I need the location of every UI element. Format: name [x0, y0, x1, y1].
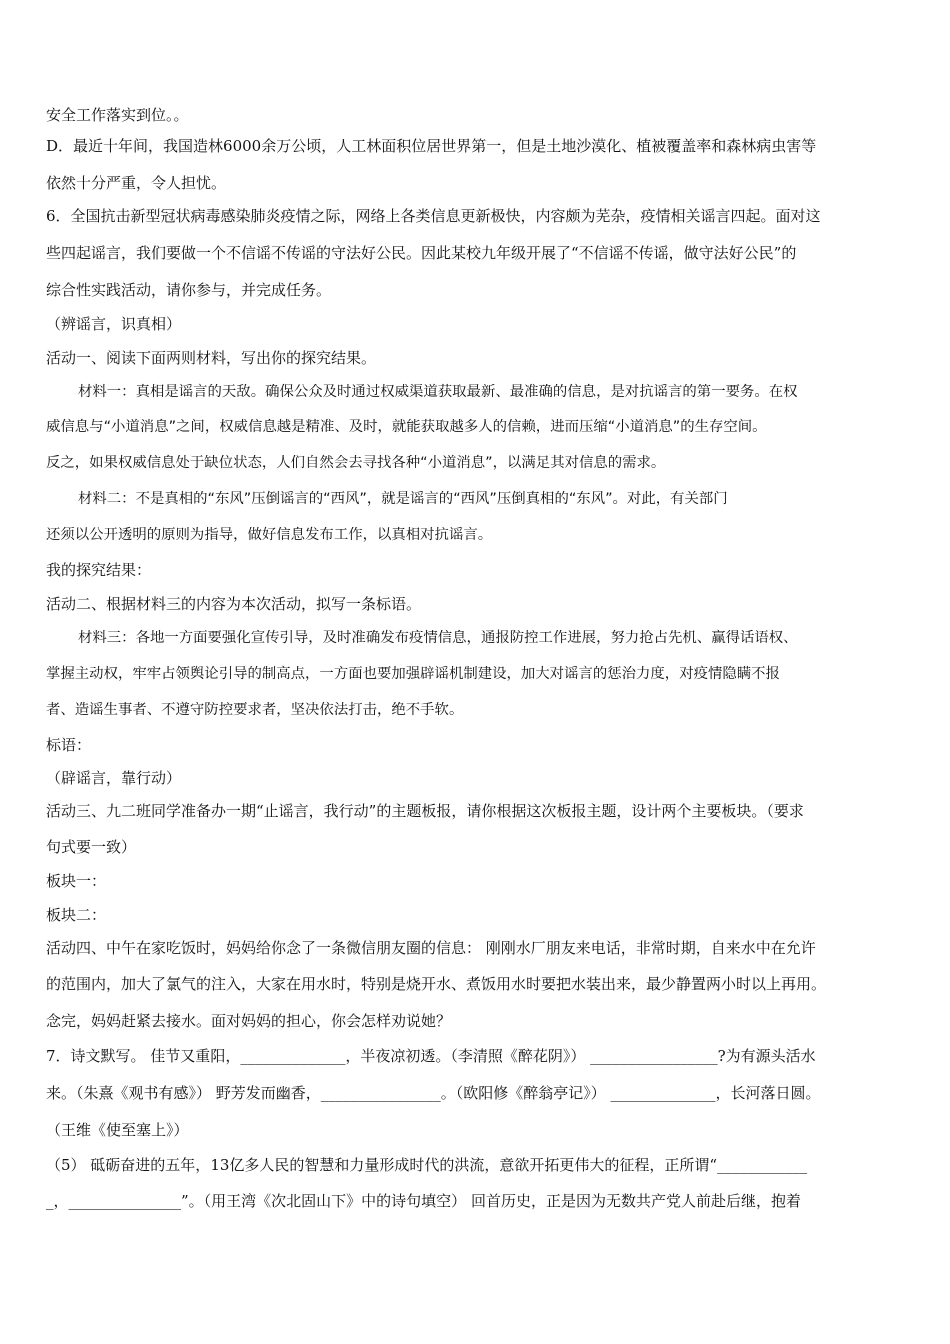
text-line: 依然十分严重，令人担忧。 — [46, 174, 227, 192]
activity-heading: 活动一、阅读下面两则材料，写出你的探究结果。 — [46, 349, 377, 367]
answer-label: 我的探究结果： — [46, 561, 152, 579]
activity-heading: 活动四、中午在家吃饭时，妈妈给你念了一条微信朋友圈的信息： 刚刚水厂朋友来电话，非常时期，自来水中在允许 — [46, 939, 816, 957]
section-heading: （辨谣言，识真相） — [46, 315, 182, 333]
answer-label: 标语： — [46, 736, 92, 754]
section-heading: （辟谣言，靠行动） — [46, 769, 182, 787]
text-line: 安全工作落实到位。。 — [46, 106, 189, 124]
material-text: 反之，如果权威信息处于缺位状态，人们自然会去寻找各种“小道消息”，以满足其对信息的需求。 — [46, 455, 666, 471]
activity-heading: 活动三、九二班同学准备办一期“止谣言，我行动”的主题板报，请你根据这次板报主题，设计两个主要板块。（要求 — [46, 802, 804, 820]
answer-label: 板块一： — [46, 872, 107, 890]
question-7-line: 7．诗文默写。 佳节又重阳，______________，半夜凉初透。（李清照《醉花阴》） _________________?为有源头活水 — [46, 1047, 816, 1065]
text-line: 些四起谣言，我们要做一个不信谣不传谣的守法好公民。因此某校九年级开展了“不信谣不传谣，做守法好公民”的 — [46, 244, 797, 262]
material-text: 还须以公开透明的原则为指导，做好信息发布工作，以真相对抗谣言。 — [46, 527, 493, 543]
material-text: 威信息与“小道消息”之间，权威信息越是精准、及时，就能获取越多人的信赖，进而压缩“小道消息”的生存空间。 — [46, 419, 767, 435]
text-line: 综合性实践活动，请你参与，并完成任务。 — [46, 281, 332, 299]
text-line: 的范围内，加大了氯气的注入，大家在用水时，特别是烧开水、煮饭用水时要把水装出来，最少静置两小时以上再用。 — [46, 975, 827, 993]
text-line: 句式要一致） — [46, 838, 137, 856]
text-line: （王维《使至塞上》） — [46, 1121, 189, 1139]
material-text: 材料一：真相是谣言的天敌。确保公众及时通过权威渠道获取最新、最准确的信息，是对抗谣言的第一要务。在权 — [78, 384, 798, 400]
text-line: _，_______________”。（用王湾《次北固山下》中的诗句填空） 回首历史，正是因为无数共产党人前赴后继，抱着 — [46, 1192, 801, 1210]
material-text: 材料三：各地一方面要强化宣传引导，及时准确发布疫情信息，通报防控工作进展，努力抢占先机、赢得话语权、 — [78, 630, 798, 646]
question-6-line: 6．全国抗击新型冠状病毒感染肺炎疫情之际，网络上各类信息更新极快，内容颇为芜杂，疫情相关谣言四起。面对这 — [46, 207, 821, 225]
answer-label: 板块二： — [46, 906, 107, 924]
material-text: 材料二：不是真相的“东风”压倒谣言的“西风”，就是谣言的“西风”压倒真相的“东风”。对此，有关部门 — [78, 491, 728, 507]
material-text: 掌握主动权，牢牢占领舆论引导的制高点，一方面也要加强辟谣机制建设，加大对谣言的惩治力度，对疫情隐瞒不报 — [46, 666, 780, 682]
text-line: 念完，妈妈赶紧去接水。面对妈妈的担心，你会怎样劝说她？ — [46, 1012, 452, 1030]
question-5-line: （5） 砥砺奋进的五年，13亿多人民的智慧和力量形成时代的洪流，意欲开拓更伟大的征程，正所谓“____________ — [46, 1156, 808, 1174]
material-text: 者、造谣生事者、不遵守防控要求者，坚决依法打击，绝不手软。 — [46, 702, 464, 718]
activity-heading: 活动二、根据材料三的内容为本次活动，拟写一条标语。 — [46, 595, 422, 613]
text-line: 来。（朱熹《观书有感》） 野芳发而幽香，________________。（欧阳修《醉翁亭记》） ______________，长河落日圆。 — [46, 1084, 821, 1102]
option-d-line: D．最近十年间，我国造林6000余万公顷，人工林面积位居世界第一，但是土地沙漠化、植被覆盖率和森林病虫害等 — [46, 137, 817, 155]
